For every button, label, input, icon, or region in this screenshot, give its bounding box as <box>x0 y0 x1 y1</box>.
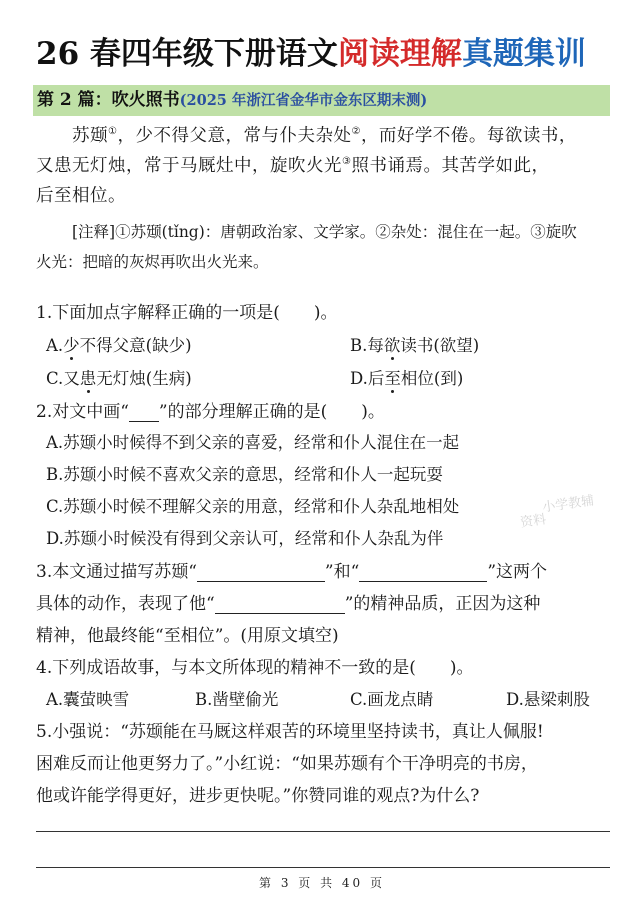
question-4-option-a: A.囊萤映雪 <box>46 690 130 709</box>
watermark-text: 资料 <box>519 512 548 531</box>
passage-text: ，而好学不倦。每欲读书， <box>360 126 577 146</box>
section-label: 第 2 篇：吹火照书 <box>37 90 180 110</box>
classical-passage <box>36 121 614 211</box>
question-2-option-c: C.苏颋小时候不理解父亲的用意，经常和仆人杂乱地相处 <box>46 497 460 516</box>
option-text: 不得父意(缺少) <box>79 336 192 355</box>
question-1-option-d <box>350 365 463 389</box>
passage-text: 苏颋 <box>72 126 108 146</box>
option-prefix: B.每 <box>350 336 384 355</box>
passage-text: ，少不得父意，常与仆夫杂处 <box>117 126 352 146</box>
answer-line-1[interactable] <box>36 831 610 832</box>
question-1-option-c <box>46 365 192 389</box>
question-4-option-c: C.画龙点睛 <box>350 690 434 709</box>
question-4-option-d: D.悬梁刺股 <box>506 690 590 709</box>
page-number: 第 3 页 共 40 页 <box>259 876 385 890</box>
title-part-grade: 26 春四年级下册语文 <box>36 36 338 72</box>
answer-blank-1[interactable] <box>197 563 325 582</box>
passage-line-2 <box>36 151 614 181</box>
footnote-mark: ② <box>351 126 361 138</box>
title-part-exercise: 真题集训 <box>461 36 586 72</box>
passage-text: 照书诵焉。其苦学如此， <box>351 156 550 176</box>
question-3-line-1 <box>36 557 547 582</box>
option-prefix: A. <box>46 336 64 355</box>
dotted-char: 欲 <box>383 336 401 355</box>
section-source: (2025 年浙江省金华市金东区期末测) <box>179 92 428 109</box>
question-1-option-a <box>46 332 192 356</box>
annotation-line-2: 火光：把暗的灰烬再吹出火光来。 <box>36 253 269 271</box>
stem-text: 具体的动作，表现了他“ <box>36 594 215 614</box>
stem-text: ”的精神品质，正因为这种 <box>344 594 541 614</box>
footnote-mark: ③ <box>342 156 352 168</box>
page-title <box>36 32 626 76</box>
option-text: 相位(到) <box>400 369 464 388</box>
annotation-line-1: [注释]①苏颋(tǐng)：唐朝政治家、文学家。②杂处：混住在一起。③旋吹 <box>72 223 577 241</box>
question-2-stem <box>36 397 385 422</box>
question-1-option-b <box>350 332 479 356</box>
option-prefix: C.又 <box>46 369 80 388</box>
answer-line-2[interactable] <box>36 867 610 868</box>
passage-line-1 <box>36 121 614 151</box>
question-5-line-2: 困难反而让他更努力了。”小红说：“如果苏颋有个干净明亮的书房， <box>36 754 538 774</box>
watermark-text: 小学教辅 <box>541 493 596 516</box>
option-prefix: D.后 <box>350 369 385 388</box>
question-3-line-3: 精神，他最终能“至相位”。(用原文填空) <box>36 626 339 646</box>
dotted-char: 患 <box>79 369 97 388</box>
footnote-mark: ① <box>108 126 118 138</box>
stem-text: ”的部分理解正确的是( )。 <box>158 402 385 422</box>
passage-line-3: 后至相位。 <box>36 186 126 206</box>
annotation <box>36 217 614 277</box>
answer-blank-2[interactable] <box>359 563 487 582</box>
option-text: 无灯烛(生病) <box>96 369 192 388</box>
answer-blank-3[interactable] <box>215 595 345 614</box>
section-banner <box>33 85 610 116</box>
question-1-stem: 1.下面加点字解释正确的一项是( )。 <box>36 303 338 323</box>
title-part-reading: 阅读理解 <box>337 36 462 72</box>
question-5-line-1: 5.小强说：“苏颋能在马厩这样艰苦的环境里坚持读书，真让人佩服! <box>36 722 544 742</box>
stem-text: 3.本文通过描写苏颋“ <box>36 562 197 582</box>
stem-text: ”这两个 <box>487 562 548 582</box>
stem-text: ”和“ <box>324 562 360 582</box>
dotted-char: 少 <box>63 336 80 355</box>
question-5-line-3: 他或许能学得更好，进步更快呢。”你赞同谁的观点?为什么? <box>36 786 480 806</box>
question-2-option-a: A.苏颋小时候得不到父亲的喜爱，经常和仆人混住在一起 <box>46 433 460 452</box>
question-3-line-2 <box>36 589 540 614</box>
question-4-stem: 4.下列成语故事，与本文所体现的精神不一致的是( )。 <box>36 658 474 678</box>
question-2-option-b: B.苏颋小时候不喜欢父亲的意思，经常和仆人一起玩耍 <box>46 465 443 484</box>
dotted-char: 至 <box>384 369 401 388</box>
option-text: 读书(欲望) <box>400 336 480 355</box>
underline-mark <box>129 403 159 422</box>
question-2-option-d: D.苏颋小时候没有得到父亲认可，经常和仆人杂乱为伴 <box>46 529 444 548</box>
stem-text: 2.对文中画“ <box>36 402 129 422</box>
question-4-option-b: B.凿壁偷光 <box>195 690 279 709</box>
passage-text: 又患无灯烛，常于马厩灶中，旋吹火光 <box>36 156 342 176</box>
